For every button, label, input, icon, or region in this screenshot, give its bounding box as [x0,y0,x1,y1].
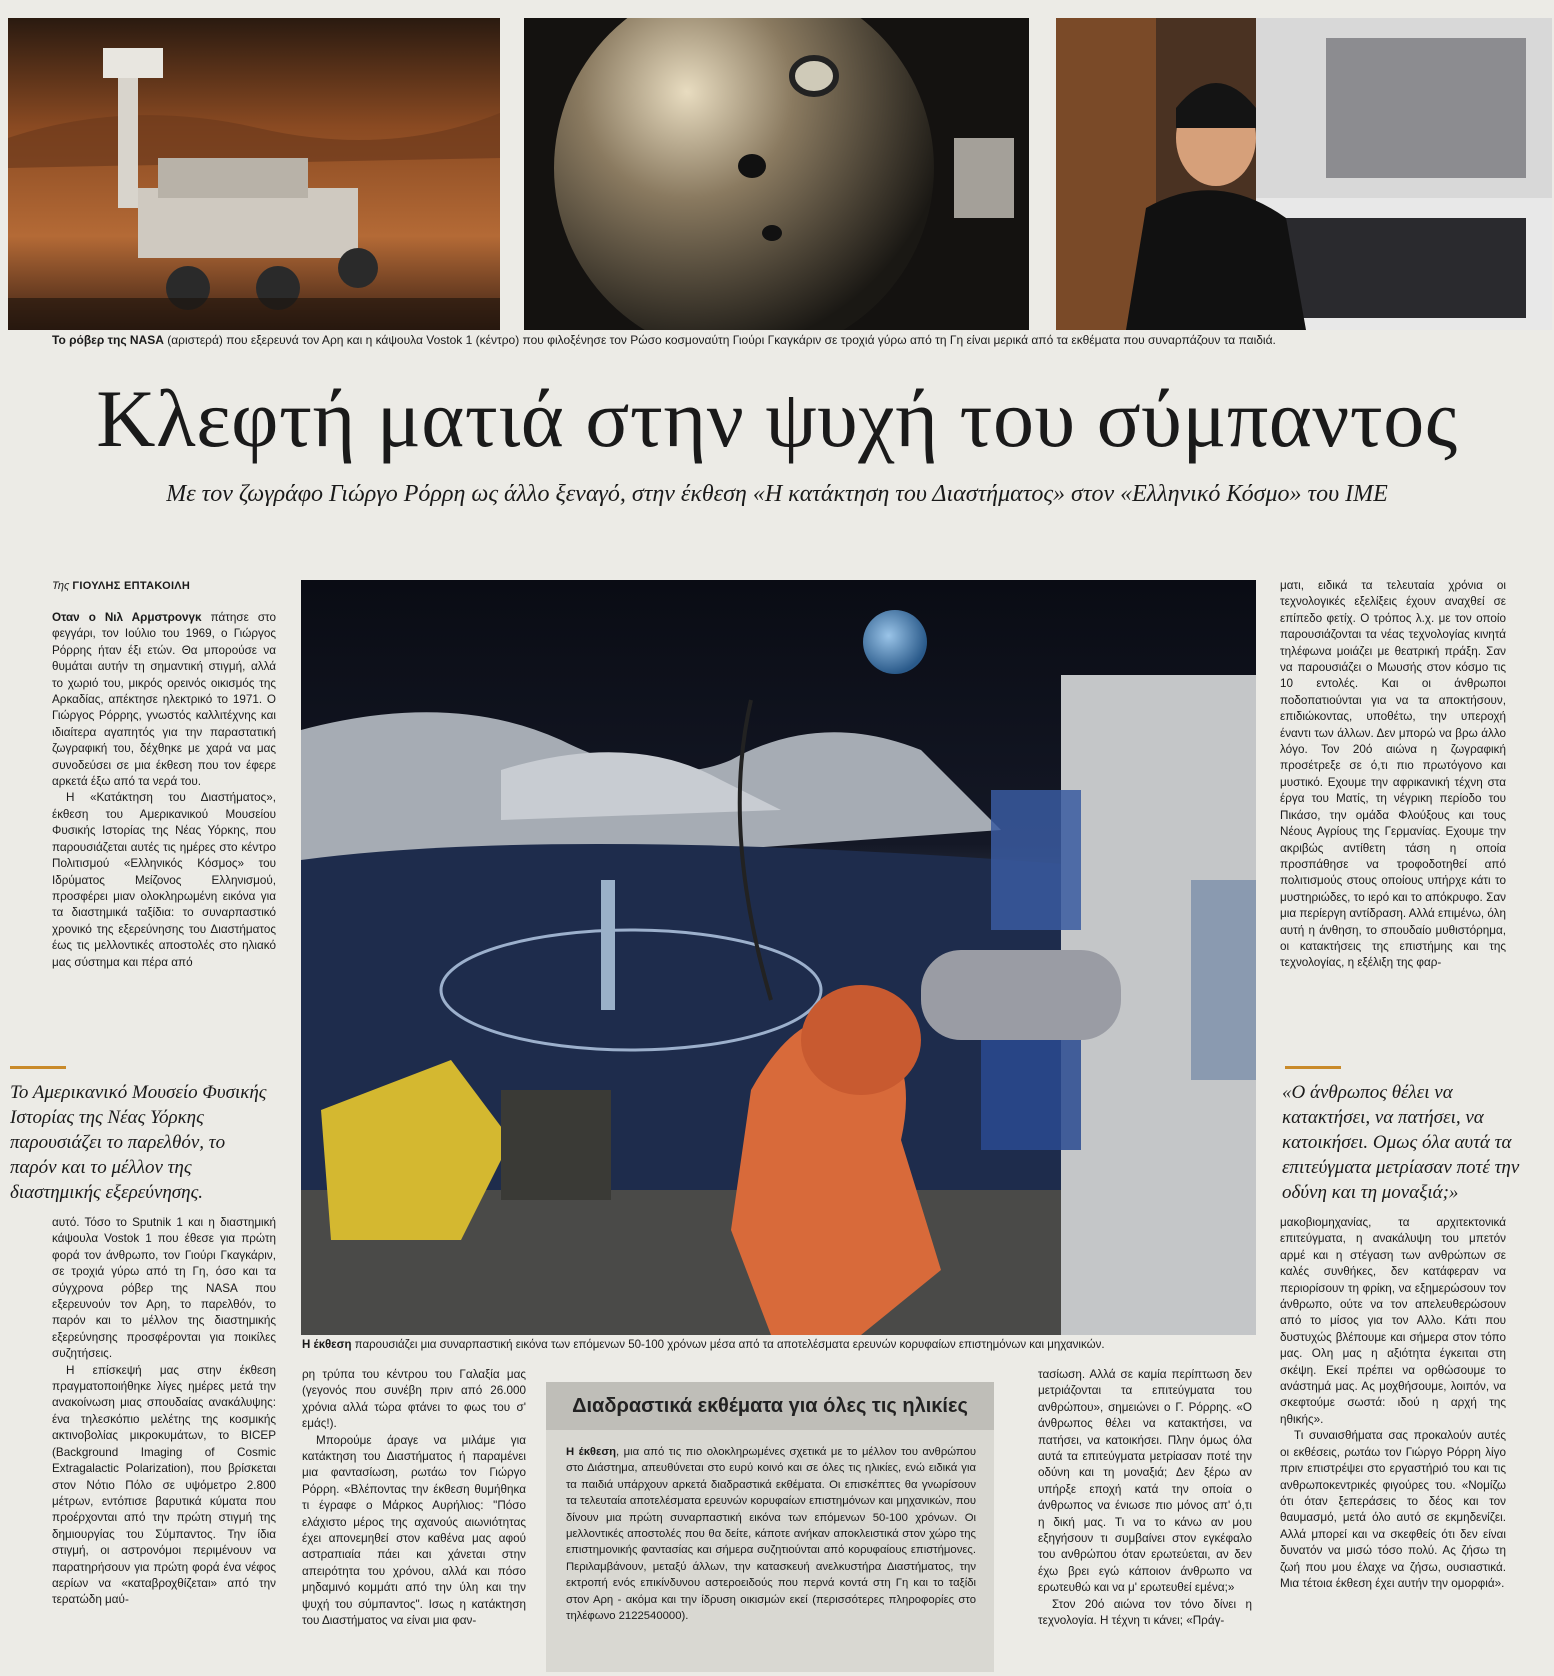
sidebar-box-title: Διαδραστικά εκθέματα για όλες τις ηλικίες [546,1382,994,1430]
lead-in: Οταν ο Νιλ Αρμστρονγκ [52,611,202,624]
sidebar-box [546,1382,994,1672]
subheadline: Με τον ζωγράφο Γιώργο Ρόρρη ως άλλο ξεναγό, στην έκθεση «Η κατάκτηση του Διαστήματος» στον «Ελληνικό Κόσμο» του ΙΜΕ [166,481,1388,507]
column-1: Οταν ο Νιλ Αρμστρονγκ πάτησε στο φεγγάρι, τον Ιούλιο του 1969, ο Γιώργος Ρόρρης ήταν έξι ετών. Θα μπορούσε να θυμάται αυτήν τη σημαντική στιγμή, αλλά το χωριό του, μικρός ορεινός οικισμός της Αρκαδίας, απέκτησε ηλεκτρικό το 1971. Ο Γιώργος Ρόρρης, γνωστός καλλιτέχνης και ιδιαίτερα αγαπητός για την παραστατική ζωγραφική του, δέχθηκε με χαρά να μας συνοδεύσει σε μια έκθεση που τον έφερε αρκετά έξω από τα νερά του. Η «Κατάκτηση του Διαστήματος», έκθεση του Αμερικανικού Μουσείου Φυσικής Ιστορίας της Νέας Υόρκης, που παρουσιάζεται αυτές τις ημέρες στο κέντρο Πολιτισμού «Ελληνικός Κόσμος» του Ιδρύματος Μείζονος Ελληνισμού, προσφέρει μιαν ολοκληρωμένη εικόνα για τα διαστημικά ταξίδια: το συναρπαστικό χρονικό της εξερεύνησης του Διαστήματος έως τις μελλοντικές αποστολές στο ηλιακό μας σύστημα και πέρα από [52,611,276,969]
column-4: ματι, ειδικά τα τελευταία χρόνια οι τεχνολογικές εξελίξεις έχουν αναχθεί σε επίπεδο φετίχ. Ο τρόπος λ.χ. με τον οποίο παρουσιάζονται τα νέας τεχνολογίας κινητά τηλέφωνα μοιάζει με θεατρική πράξη. Σαν να παρουσιάζει ο Μωυσής στον κόσμο τις 10 εντολές. Και οι άνθρωποι ποδοπατιούνται για να τα αποκτήσουν, επιδιώκοντας, υποθέτω, την υπεροχή έναντι των άλλων. Δεν μπορώ να βρω άλλο λόγο. Τον 20ό αιώνα η ζωγραφική προσέτρεξε σε ό,τι πιο πρωτόγονο και μυστικό. Εχουμε την αφρικανική τέχνη στα έργα του Ματίς, τη νέγρικη περίοδο του Πικάσο, την ομάδα Φλούξους και τους Νέους Αγρίους της Γερμανίας. Εχουμε την ακριβώς αντίθετη τάση η οποία προσπάθησε να τροφοδοτηθεί από πολιτισμούς στους οποίους υπήρχε κάτι το μυστηριώδες, το ιερό και το απόκρυφο. Σαν μια περίεργη αντίδραση. Αλλά επιμένω, όλη αυτή η άνθηση, το σπουδαίο μυθιστόρημα, οι κατακτήσεις της επιστήμης και της τεχνολογίας, η εξέλιξη της φαρ- [1280,579,1506,970]
pull-quote-left: Το Αμερικανικό Μουσείο Φυσικής Ιστορίας της Νέας Υόρκης παρουσιάζει το παρελθόν, το παρόν και το μέλλον της διαστημικής εξερεύνησης. [10,1082,267,1203]
byline: Της ΓΙΟΥΛΗΣ ΕΠΤΑΚΟΙΛΗ [52,580,191,592]
column-4-continued: μακοβιομηχανίας, τα αρχιτεκτονικά επιτεύγματα, η ανακάλυψη του μπετόν αρμέ και η στέγαση των ανθρώπων σε καλές συνθήκες, δεν κατάφεραν να περιορίσουν τη φρίκη, να εξημερώσουν τον άνθρωπο, ούτε να τον απελευθερώσουν από το μίσος για τον Αλλο. Κάτι που δυστυχώς βλέπουμε και σήμερα στον τόπο μας. Ολη μας η αξιότητα έγκειται στη σκέψη. Εκεί πρέπει να ορθώσουμε το ανάστημά μας. Ας μοχθήσουμε, λοιπόν, να σκεφτούμε σωστά: ιδού η αρχή της ηθικής». Τι συναισθήματα σας προκαλούν αυτές οι εκθέσεις, ρωτάω τον Γιώργο Ρόρρη λίγο πριν επιστρέψει στο εργαστήριό του και τις ανθρωποκεντρικές φιγούρες του. «Νομίζω ότι όταν ξεπεράσεις το δέος και τον θαυμασμό, μετά όλο αυτό σε εκμηδενίζει. Αλλά μπορεί και να σκεφθείς ότι δεν είναι δυνατόν να μισώ τόσο πολύ. Ας ζήσω τη ζωή που μου έλαχε να ζήσω, ουσιαστικά. Μια τέτοια έκθεση έχει αυτήν την ομορφιά». [1280,1216,1506,1590]
pull-quote-rule-left [10,1066,66,1069]
headline: Κλεφτή ματιά στην ψυχή του σύμπαντος [96,373,1458,464]
rover-photo [8,18,500,330]
column-3: τασίωση. Αλλά σε καμία περίπτωση δεν μετριάζονται τα επιτεύγματα του ανθρώπου», σημειώνει ο Γ. Ρόρρης. «Ο άνθρωπος θέλει να κατακτήσει, να πατήσει, να κατοικήσει. Πλην όμως όλα αυτά τα επιτεύγματα μετρίασαν ποτέ την οδύνη και τη μοναξιά; Δεν ξέρω αν υπήρξε εποχή κατά την οποία ο άνθρωπος να ένιωσε πιο μόνος απ' ό,τι η δική μας. Τι να το κάνω αν μου εξηγήσουν τι συμβαίνει στον εγκέφαλο του ανθρώπου όταν ερωτεύεται, αν δεν έχω βρει εγώ κάποιον άνθρωπο να ερωτευθώ και να μ' ερωτευθεί εμένα;» Στον 20ό αιώνα τον τόνο δίνει η τεχνολογία. Η τέχνη τι κάνει; «Πράγ- [1038,1368,1252,1628]
capsule-photo [524,18,1029,330]
boy-at-screen-photo [1056,18,1552,330]
main-illustration-caption: Η έκθεση παρουσιάζει μια συναρπαστική εικόνα των επόμενων 50-100 χρόνων μέσα από τα αποτελέσματα ερευνών κορυφαίων επιστημόνων και μηχανικών. [302,1339,1105,1351]
column-1-continued: αυτό. Τόσο το Sputnik 1 και η διαστημική κάψουλα Vostok 1 που έθεσε για πρώτη φορά τον άνθρωπο, τον Γιούρι Γκαγκάριν, σε τροχιά γύρω από τη Γη, όσο και τα σύγχρονα ρόβερ της NASA που εξερευνούν τον Αρη, το παρελθόν, το παρόν και το μέλλον της διαστημικής εξερεύνησης προσφέρονται για ποικίλες συζητήσεις. Η επίσκεψή μας στην έκθεση πραγματοποιήθηκε λίγες ημέρες μετά την ανακοίνωση μιας σπουδαίας ανακάλυψης: ένα τηλεσκόπιο μελέτης της κοσμικής ακτινοβολίας μικροκυμάτων, το BICEP (Background Imaging of Cosmic Extragalactic Polarization), που βρίσκεται στον Νότιο Πόλο σε υψόμετρο 2.800 μέτρων, εντόπισε βαρυτικά κύματα που προέρχονται από την πρώτη στιγμή της δημιουργίας του Σύμπαντος. Την ίδια στιγμή, οι αστρονόμοι περιμένουν να παρατηρήσουν για πρώτη φορά ένα νέφος αερίων να «καταβροχθίζεται» από την τερατώδη μαύ- [52,1216,276,1607]
pull-quote-rule-right [1285,1066,1341,1069]
lunar-base-illustration [301,580,1256,1335]
top-photos-caption: Το ρόβερ της NASA (αριστερά) που εξερευνά τον Αρη και η κάψουλα Vostok 1 (κέντρο) που φιλοξένησε τον Ρώσο κοσμοναύτη Γιούρι Γκαγκάριν σε τροχιά γύρω από τη Γη είναι μερικά από τα εκθέματα που συναρπάζουν τα παιδιά. [52,333,1276,347]
sidebar-box-text: Η έκθεση, μια από τις πιο ολοκληρωμένες σχετικά με το μέλλον του ανθρώπου στο Διάστημα, απευθύνεται στο ευρύ κοινό και σε όλες τις ηλικίες, ενώ ειδικά για τα παιδιά υπάρχουν αρκετά διαδραστικά εκθέματα. Οι επισκέπτες θα γνωρίσουν τα τελευταία αποτελέσματα ερευνών κορυφαίων επιστημόνων και μηχανικών, που δίνουν μια πρώτη συναρπαστική εικόνα των επόμενων 50-100 χρόνων. Οι μελλοντικές αποστολές που θα δείτε, κάποτε ανήκαν αποκλειστικά στον χώρο της επιστημονικής φαντασίας και σήμερα συζητιούνται από κορυφαίους επιστήμονες. Περιλαμβάνουν, μεταξύ άλλων, την κατασκευή ανελκυστήρα Διαστήματος, την εκτροπή ενός επικίνδυνου αστεροειδούς που περνά κοντά στη Γη και το ταξίδι στον Αρη - ακόμα και την ίδρυση οικισμών εκεί (περισσότερες πληροφορίες στο τηλέφωνο 2122540000). [566,1446,976,1623]
column-2: ρη τρύπα του κέντρου του Γαλαξία μας (γεγονός που συνέβη πριν από 26.000 χρόνια αλλά τώρα φτάνει το φως του σ' εμάς!). Μπορούμε άραγε να μιλάμε για κατάκτηση του Διαστήματος ή παραμένει μια φαντασίωση, ρωτάω τον Γιώργο Ρόρρη. «Βλέποντας την έκθεση θυμήθηκα τι έγραφε ο Μάρκος Αυρήλιος: "Πόσο ελάχιστο μέρος της αχανούς αιωνιότητας έχει απονεμηθεί στον καθένα μας αφού αστραπιαία πάει και χάνεται στην απειρότητα του χρόνου, αλλά και πόσο μηδαμινό κομμάτι από την ύλη και την ψυχή του σύμπαντος". Ισως η κατάκτηση του Διαστήματος να είναι μια φαν- [302,1368,526,1628]
pull-quote-right: «Ο άνθρωπος θέλει να κατακτήσει, να πατήσει, να κατοικήσει. Ομως όλα αυτά τα επιτεύγματα μετρίασαν ποτέ την οδύνη και τη μοναξιά;» [1282,1082,1520,1203]
